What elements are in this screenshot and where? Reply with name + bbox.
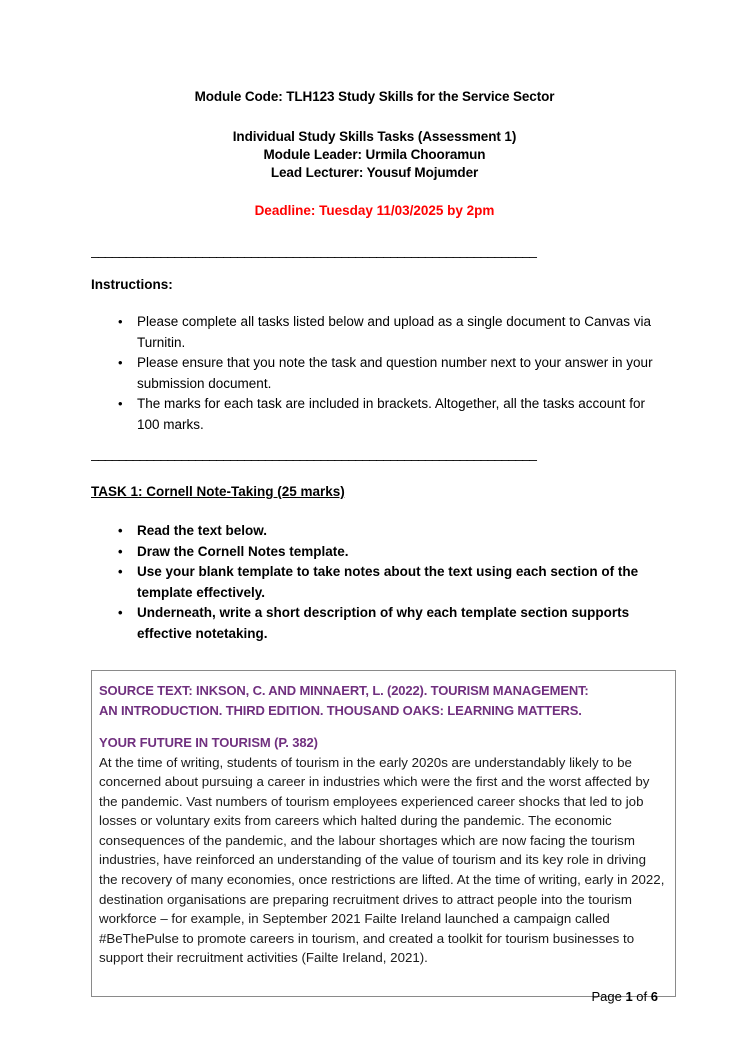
source-citation-line-1: SOURCE TEXT: INKSON, C. AND MINNAERT, L. (2022). TOURISM MANAGEMENT: xyxy=(99,683,589,698)
header-spacer xyxy=(91,106,658,128)
footer-current-page: 1 xyxy=(625,989,633,1004)
instructions-list xyxy=(91,312,658,435)
spacer xyxy=(91,463,658,483)
source-citation-line-2: AN INTRODUCTION. THIRD EDITION. THOUSAND OAKS: LEARNING MATTERS. xyxy=(99,702,582,718)
list-item: • Please complete all tasks listed below and upload as a single document to Canvas via Turnitin. xyxy=(91,312,658,353)
module-leader: Module Leader: Urmila Chooramun xyxy=(263,147,486,162)
document-body xyxy=(91,88,665,997)
list-item: • The marks for each task are included in brackets. Altogether, all the tasks account for 100 marks. xyxy=(91,394,658,435)
spacer xyxy=(91,294,658,312)
spacer xyxy=(91,644,658,670)
spacer xyxy=(91,220,658,244)
document-header xyxy=(91,88,658,220)
instructions-label: Instructions: xyxy=(91,277,173,292)
spacer xyxy=(91,435,658,447)
source-subtitle: YOUR FUTURE IN TOURISM (P. 382) xyxy=(99,735,318,750)
task1-list xyxy=(91,521,658,644)
task1-heading: TASK 1: Cornell Note-Taking (25 marks) xyxy=(91,484,345,499)
spacer xyxy=(91,260,658,276)
separator-rule-bottom: ________________________________________________________________ xyxy=(91,447,537,461)
source-body-paragraph: At the time of writing, students of tourism in the early 2020s are understandably likely to be concerned about pursuing a career in industries which were the first and the worst affected by the pandemic. Vast numbers of tourism employees experienced career shocks that led to job losses or voluntary exits from careers which halted during the pandemic. The economic consequences of the pandemic, and the labour shortages which are now facing the tourism industries, have reinforced an understanding of the value of tourism and its key role in driving the recovery of many economies, once restrictions are lifted. At the time of writing, early in 2022, destination organisations are preparing recruitment drives to attract people into the tourism workforce – for example, in September 2021 Failte Ireland launched a campaign called #BeThePulse to promote careers in tourism, and created a toolkit for tourism businesses to support their recruitment activities (Failte Ireland, 2021). xyxy=(99,754,665,966)
list-item: • Read the text below. xyxy=(91,521,658,542)
list-item: • Please ensure that you note the task and question number next to your answer in your submission document. xyxy=(91,353,658,394)
footer-total-pages: 6 xyxy=(650,989,658,1004)
footer-page-prefix: Page xyxy=(591,989,626,1004)
separator-rule-top: ________________________________________________________________ xyxy=(91,244,537,258)
list-item: • Use your blank template to take notes about the text using each section of the template effectively. xyxy=(91,562,658,603)
source-text-box xyxy=(91,670,676,997)
spacer xyxy=(99,720,667,733)
list-item: • Draw the Cornell Notes template. xyxy=(91,542,658,563)
deadline-text: Deadline: Tuesday 11/03/2025 by 2pm xyxy=(254,203,495,218)
spacer xyxy=(91,501,658,521)
page-footer xyxy=(91,988,658,1006)
assessment-title: Individual Study Skills Tasks (Assessment 1) xyxy=(232,129,517,144)
footer-page-mid: of xyxy=(632,989,651,1004)
module-code-heading: Module Code: TLH123 Study Skills for the Service Sector xyxy=(194,89,555,104)
lead-lecturer: Lead Lecturer: Yousuf Mojumder xyxy=(270,165,479,180)
list-item: • Underneath, write a short description of why each template section supports effective notetaking. xyxy=(91,603,658,644)
task1-heading-wrap xyxy=(91,483,658,501)
header-spacer-2 xyxy=(91,182,658,202)
